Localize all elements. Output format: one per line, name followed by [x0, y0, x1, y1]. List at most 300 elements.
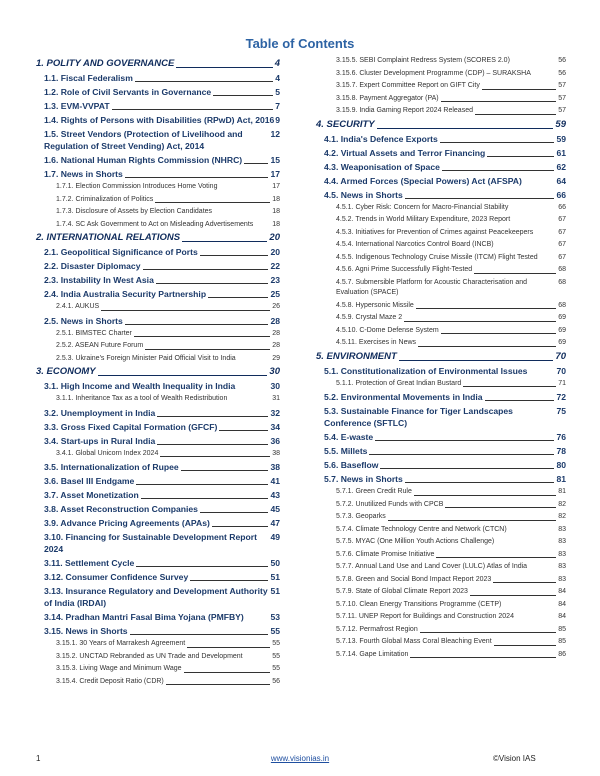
toc-entry-title: 3.8. Asset Reconstruction Companies [44, 504, 198, 514]
toc-entry[interactable] [36, 182, 280, 193]
toc-entry[interactable] [36, 220, 280, 231]
toc-leader-line [244, 163, 268, 164]
toc-page-number: 4 [275, 73, 280, 83]
toc-entry[interactable] [36, 86, 280, 98]
toc-entry-title: 4.5.7. Submersible Platform for Acoustic Characterisation and Evaluation (SPACE) [336, 278, 528, 296]
toc-page-number: 31 [272, 395, 280, 402]
toc-page-number: 28 [272, 329, 280, 337]
toc-leader-line [219, 430, 268, 431]
toc-page-number: 41 [270, 476, 280, 486]
toc-entry[interactable] [316, 265, 566, 276]
toc-entry-title: 3.13. Insurance Regulatory and Development Authority of India (IRDAI) [44, 586, 268, 608]
toc-entry[interactable] [36, 168, 280, 180]
toc-entry[interactable] [316, 512, 566, 523]
toc-entry[interactable] [316, 500, 566, 511]
toc-entry-title: 5.7.10. Clean Energy Transitions Programme (CETP) [336, 600, 502, 608]
toc-entry-title: 3.1. High Income and Wealth Inequality in India [44, 381, 236, 391]
toc-entry-title: 5.7.7. Annual Land Use and Land Cover (LULC) Atlas of India [336, 563, 528, 570]
toc-leader-line [475, 114, 556, 115]
toc-entry[interactable] [36, 652, 280, 663]
toc-entry[interactable] [316, 405, 566, 429]
toc-page-number: 38 [270, 462, 280, 472]
toc-leader-line [157, 444, 268, 445]
toc-entry-title: 1.2. Role of Civil Servants in Governance [44, 87, 212, 97]
toc-leader-line [200, 255, 269, 256]
toc-page-number: 45 [270, 504, 280, 514]
toc-entry[interactable] [316, 431, 566, 443]
toc-page-number: 36 [270, 435, 280, 446]
toc-leader-line [176, 67, 272, 68]
toc-entry[interactable] [316, 278, 566, 299]
toc-page-number: 20 [270, 247, 280, 257]
toc-entry-title: 2.5.2. ASEAN Future Forum [56, 342, 144, 349]
toc-leader-line [125, 324, 269, 325]
toc-entry[interactable] [36, 571, 280, 583]
toc-entry[interactable] [316, 338, 566, 349]
toc-page-number: 56 [558, 69, 566, 77]
toc-entry-title: 2.2. Disaster Diplomacy [44, 261, 141, 271]
toc-entry[interactable] [316, 525, 566, 536]
toc-entry-title: 3.15.6. Cluster Development Programme (CDP) – SURAKSHA [336, 69, 531, 77]
toc-leader-line [166, 684, 270, 685]
toc-entry-title: 5.1. Constitutionalization of Environmental Issues [324, 365, 528, 376]
toc-entry-title: 3.15.4. Credit Deposit Ratio (CDR) [56, 677, 164, 685]
toc-entry-title: 4.5.8. Hypersonic Missile [336, 301, 414, 309]
toc-page-number: 51 [270, 572, 280, 582]
toc-leader-line [101, 310, 270, 311]
toc-entry[interactable] [316, 459, 566, 471]
toc-page-number: 67 [558, 241, 566, 248]
toc-page-number: 86 [558, 650, 566, 658]
toc-page-number: 34 [270, 421, 280, 432]
toc-entry-title: 4.4. Armed Forces (Special Powers) Act (AFSPA) [324, 175, 522, 186]
toc-leader-line [380, 468, 554, 469]
toc-entry-title: 5.7.8. Green and Social Bond Impact Report 2023 [336, 575, 492, 583]
toc-page-number: 53 [270, 612, 280, 622]
toc-entry[interactable] [36, 435, 280, 447]
toc-entry[interactable] [316, 301, 566, 312]
toc-entry[interactable] [316, 175, 566, 187]
toc-entry-title: 1.7.4. SC Ask Government to Act on Misleading Advertisements [56, 220, 254, 228]
toc-page-number: 25 [270, 289, 280, 299]
toc-leader-line [440, 142, 555, 143]
toc-entry[interactable] [316, 550, 566, 561]
toc-entry-title: 2.4. India Australia Security Partnership [44, 289, 207, 299]
toc-leader-line [136, 566, 268, 567]
toc-leader-line [399, 360, 554, 361]
toc-entry-title: 4.5.4. International Narcotics Control Board (INCB) [336, 241, 494, 248]
toc-entry[interactable] [36, 380, 280, 392]
toc-entry[interactable] [36, 72, 280, 84]
toc-page-number: 72 [556, 392, 566, 402]
toc-entry-title: 1.7.1. Election Commission Introduces Home Voting [56, 183, 218, 190]
footer-website-link[interactable]: www.visionias.in [270, 754, 330, 763]
toc-entry[interactable] [316, 612, 566, 623]
toc-entry[interactable] [316, 313, 566, 324]
toc-entry[interactable] [316, 637, 566, 648]
toc-entry-title: 2.5.3. Ukraine's Foreign Minister Paid Official Visit to India [56, 354, 236, 362]
toc-page-number: 68 [558, 278, 566, 286]
toc-entry[interactable] [316, 365, 566, 377]
toc-leader-line [187, 647, 270, 648]
toc-entry-title: 3.15.8. Payment Aggregator (PA) [336, 94, 439, 102]
toc-entry[interactable] [316, 147, 566, 159]
toc-entry-title: 3.15.9. India Gaming Report 2024 Released [336, 107, 473, 114]
toc-page-number: 78 [556, 446, 566, 456]
toc-page-number: 81 [558, 488, 566, 495]
toc-page-number: 32 [270, 407, 280, 418]
toc-leader-line [208, 297, 268, 298]
toc-entry[interactable] [36, 114, 280, 126]
toc-page-number: 57 [558, 82, 566, 89]
toc-leader-line [470, 595, 556, 596]
toc-entry[interactable] [36, 625, 280, 637]
toc-page-number: 64 [556, 175, 566, 186]
toc-entry-title: 1. POLITY AND GOVERNANCE [36, 58, 175, 69]
toc-entry[interactable] [36, 531, 280, 555]
toc-entry-title: 5.7.1. Green Credit Rule [336, 488, 412, 495]
toc-page-number: 67 [558, 228, 566, 236]
toc-entry-title: 3.1.1. Inheritance Tax as a tool of Wealth Redistribution [56, 395, 228, 402]
toc-entry[interactable] [36, 329, 280, 340]
toc-entry-title: 3.11. Settlement Cycle [44, 558, 135, 568]
toc-entry-title: 3.5. Internationalization of Rupee [44, 462, 179, 472]
toc-entry[interactable] [316, 650, 566, 661]
toc-leader-line [369, 454, 554, 455]
toc-leader-line [184, 672, 271, 673]
toc-page-number: 83 [558, 525, 566, 533]
toc-leader-line [404, 321, 556, 322]
toc-leader-line [418, 346, 556, 347]
toc-leader-line [135, 81, 273, 82]
toc-page-number: 84 [558, 613, 566, 620]
toc-entry[interactable] [36, 461, 280, 473]
toc-leader-line [190, 580, 268, 581]
toc-entry[interactable] [316, 189, 566, 201]
toc-entry-title: 5.7.4. Climate Technology Centre and Network (CTCN) [336, 525, 507, 533]
toc-page-number: 4 [274, 58, 280, 69]
toc-entry[interactable] [36, 489, 280, 501]
toc-page-number: 18 [272, 220, 280, 228]
toc-entry-title: 3.10. Financing for Sustainable Development Report 2024 [44, 532, 257, 554]
toc-entry[interactable] [316, 253, 566, 264]
toc-entry-title: 5.7.13. Fourth Global Mass Coral Bleaching Event [336, 638, 492, 645]
toc-page-number: 55 [272, 640, 280, 647]
toc-page-number: 67 [558, 253, 566, 261]
toc-page-number: 26 [272, 303, 280, 310]
toc-page-number: 80 [556, 460, 566, 470]
toc-page-number: 15 [270, 155, 280, 165]
toc-entry[interactable] [36, 207, 280, 218]
toc-entry-title: 3.15.2. UNCTAD Rebranded as UN Trade and Development [56, 652, 243, 660]
toc-entry[interactable] [316, 215, 566, 226]
toc-page-number: 82 [558, 500, 566, 508]
toc-entry-title: 1.5. Street Vendors (Protection of Livelihood and Regulation of Street Vending) Act, 2014 [44, 129, 243, 151]
toc-entry-title: 5.2. Environmental Movements in India [324, 392, 483, 402]
toc-leader-line [200, 512, 269, 513]
toc-entry[interactable] [36, 407, 280, 419]
toc-entry-title: 1.7. News in Shorts [44, 169, 123, 179]
toc-entry-title: 5.4. E-waste [324, 432, 374, 442]
toc-entry[interactable] [36, 315, 280, 327]
toc-entry-title: 3.15. News in Shorts [44, 626, 128, 636]
toc-entry[interactable] [36, 664, 280, 675]
toc-entry-title: 4.5.1. Cyber Risk: Concern for Macro-Financial Stability [336, 203, 509, 211]
toc-leader-line [436, 557, 556, 558]
toc-page-number: 66 [556, 189, 566, 200]
toc-entry[interactable] [316, 625, 566, 636]
toc-entry-title: 5.7.9. State of Global Climate Report 2023 [336, 588, 468, 595]
toc-entry[interactable] [316, 56, 566, 67]
toc-leader-line [98, 375, 268, 376]
toc-entry[interactable] [316, 562, 566, 573]
toc-entry-title: 4.5.5. Indigenous Technology Cruise Missile (ITCM) Flight Tested [336, 253, 538, 261]
toc-leader-line [410, 657, 556, 658]
toc-page-number: 30 [270, 381, 280, 391]
toc-page-number: 18 [272, 195, 280, 203]
toc-entry[interactable] [316, 69, 566, 80]
toc-page-number: 69 [558, 339, 566, 346]
toc-leader-line [405, 198, 555, 199]
toc-page-number: 38 [272, 449, 280, 457]
toc-entry-title: 3.12. Consumer Confidence Survey [44, 572, 189, 582]
toc-leader-line [141, 498, 269, 499]
toc-leader-line [182, 241, 267, 242]
toc-leader-line [445, 507, 556, 508]
toc-section-heading[interactable] [316, 119, 566, 131]
toc-page-number: 85 [558, 638, 566, 645]
toc-leader-line [442, 170, 555, 171]
toc-page-number: 9 [275, 115, 280, 125]
toc-entry-title: 5. ENVIRONMENT [316, 350, 397, 362]
toc-page-number: 62 [556, 161, 566, 172]
toc-page-number: 50 [270, 558, 280, 568]
toc-leader-line [487, 156, 554, 157]
toc-entry-title: 5.7.2. Unutilized Funds with CPCB [336, 500, 444, 508]
toc-page-number: 57 [558, 94, 566, 102]
toc-leader-line [463, 386, 556, 387]
toc-page-number: 51 [270, 586, 280, 596]
toc-entry[interactable] [316, 600, 566, 611]
toc-entry-title: 4.5.3. Initiatives for Prevention of Crimes against Peacekeepers [336, 228, 534, 236]
toc-entry[interactable] [36, 260, 280, 272]
toc-entry[interactable] [316, 537, 566, 548]
toc-entry[interactable] [316, 106, 566, 117]
toc-entry-title: 4.5.11. Exercises in News [336, 339, 417, 346]
toc-entry[interactable] [36, 354, 280, 365]
toc-entry[interactable] [36, 677, 280, 688]
toc-entry[interactable] [36, 302, 280, 313]
toc-page-number: 84 [558, 600, 566, 608]
toc-leader-line [482, 89, 556, 90]
toc-section-heading[interactable] [36, 58, 280, 70]
toc-entry[interactable] [316, 133, 566, 145]
toc-entry[interactable] [316, 473, 566, 485]
toc-page-number: 68 [558, 301, 566, 309]
toc-entry-title: 1.4. Rights of Persons with Disabilities (RPwD) Act, 2016 [44, 115, 275, 125]
toc-page-number: 84 [558, 588, 566, 595]
toc-entry[interactable] [316, 575, 566, 586]
toc-section-heading[interactable] [36, 232, 280, 244]
toc-page-number: 61 [556, 147, 566, 158]
toc-leader-line [441, 333, 556, 334]
toc-page-number: 83 [558, 575, 566, 583]
toc-entry-title: 3.4.1. Global Unicorn Index 2024 [56, 449, 159, 457]
toc-entry-title: 5.7. News in Shorts [324, 474, 403, 484]
toc-page-number: 17 [272, 183, 280, 190]
toc-page-number: 7 [275, 101, 280, 111]
toc-entry[interactable] [316, 81, 566, 92]
toc-entry[interactable] [316, 240, 566, 251]
toc-entry-title: 1.7.3. Disclosure of Assets by Election Candidates [56, 208, 213, 215]
toc-entry[interactable] [36, 585, 280, 609]
footer-copyright: ©Vision IAS [493, 754, 536, 763]
toc-page-number: 68 [558, 266, 566, 273]
toc-entry-title: 4.5. News in Shorts [324, 189, 403, 200]
toc-leader-line [474, 273, 556, 274]
toc-leader-line [156, 283, 269, 284]
toc-page-number: 70 [555, 350, 566, 362]
toc-page-number: 17 [270, 169, 280, 179]
toc-page-number: 23 [270, 275, 280, 285]
toc-leader-line [441, 101, 557, 102]
toc-page-number: 69 [558, 326, 566, 334]
toc-page-number: 29 [272, 354, 280, 362]
toc-entry-title: 1.1. Fiscal Federalism [44, 73, 133, 83]
toc-entry-title: 3.2. Unemployment in India [44, 407, 156, 418]
toc-entry[interactable] [36, 475, 280, 487]
toc-leader-line [388, 520, 556, 521]
toc-section-heading[interactable] [36, 366, 280, 378]
toc-page-number: 83 [558, 563, 566, 570]
toc-leader-line [157, 416, 268, 417]
toc-page-number: 82 [558, 513, 566, 520]
toc-leader-line [213, 95, 273, 96]
toc-entry[interactable] [316, 94, 566, 105]
toc-entry-title: 1.3. EVM-VVPAT [44, 101, 110, 111]
toc-entry[interactable] [36, 154, 280, 166]
toc-entry-title: 5.7.11. UNEP Report for Buildings and Construction 2024 [336, 613, 514, 620]
toc-entry[interactable] [36, 639, 280, 650]
toc-entry[interactable] [36, 517, 280, 529]
toc-page-number: 12 [270, 129, 280, 139]
toc-left-column [36, 56, 280, 689]
toc-page-number: 85 [558, 625, 566, 633]
toc-entry-title: 3.15.5. SEBI Complaint Redress System (SCORES 2.0) [336, 57, 510, 64]
toc-leader-line [155, 202, 270, 203]
toc-entry[interactable] [36, 611, 280, 623]
toc-entry-title: 3.4. Start-ups in Rural India [44, 435, 156, 446]
toc-entry[interactable] [316, 445, 566, 457]
toc-entry[interactable] [316, 161, 566, 173]
toc-entry[interactable] [316, 228, 566, 239]
toc-page-number: 59 [556, 133, 566, 144]
toc-entry-title: 3.15.3. Living Wage and Minimum Wage [56, 665, 182, 672]
toc-page-number: 75 [556, 406, 566, 416]
toc-right-column [316, 56, 566, 662]
toc-entry-title: 3.14. Pradhan Mantri Fasal Bima Yojana (PMFBY) [44, 612, 244, 622]
toc-entry-title: 4. SECURITY [316, 118, 375, 130]
toc-leader-line [493, 582, 556, 583]
toc-entry[interactable] [36, 503, 280, 515]
toc-entry-title: 2.1. Geopolitical Significance of Ports [44, 247, 198, 257]
toc-page-number: 55 [272, 652, 280, 660]
toc-entry[interactable] [316, 203, 566, 214]
toc-page-number: 20 [269, 232, 280, 243]
toc-entry-title: 5.7.14. Gape Limitation [336, 650, 409, 658]
toc-section-heading[interactable] [316, 351, 566, 363]
toc-entry[interactable] [36, 449, 280, 460]
toc-entry-title: 3.9. Advance Pricing Agreements (APAs) [44, 518, 210, 528]
toc-entry-title: 3.7. Asset Monetization [44, 490, 139, 500]
toc-leader-line [377, 128, 554, 129]
toc-leader-line [145, 349, 270, 350]
toc-entry[interactable] [36, 288, 280, 300]
toc-entry[interactable] [36, 128, 280, 152]
toc-leader-line [414, 495, 556, 496]
toc-entry-title: 5.7.5. MYAC (One Million Youth Actions Challenge) [336, 538, 495, 545]
toc-entry[interactable] [316, 379, 566, 390]
toc-page-number: 57 [558, 107, 566, 114]
toc-page-number: 43 [270, 490, 280, 500]
toc-leader-line [130, 634, 269, 635]
toc-leader-line [420, 632, 556, 633]
toc-entry[interactable] [36, 195, 280, 206]
toc-leader-line [485, 400, 555, 401]
toc-leader-line [212, 526, 269, 527]
toc-entry-title: 2. INTERNATIONAL RELATIONS [36, 232, 181, 243]
toc-entry[interactable] [316, 587, 566, 598]
toc-page-number: 66 [558, 203, 566, 211]
toc-entry-title: 4.5.9. Crystal Maze 2 [336, 314, 403, 321]
toc-leader-line [494, 645, 557, 646]
footer-page-number: 1 [36, 754, 41, 763]
toc-leader-line [160, 456, 270, 457]
toc-entry-title: 3.15.1. 30 Years of Marrakesh Agreement [56, 640, 186, 647]
toc-entry-title: 5.7.12. Permafrost Region [336, 625, 418, 633]
toc-page-number: 70 [556, 365, 566, 376]
toc-entry[interactable] [36, 246, 280, 258]
toc-entry[interactable] [36, 274, 280, 286]
toc-page-number: 56 [558, 57, 566, 64]
toc-entry[interactable] [316, 326, 566, 337]
toc-entry[interactable] [36, 341, 280, 352]
toc-leader-line [405, 482, 555, 483]
toc-entry-title: 5.7.3. Geoparks [336, 513, 386, 520]
toc-entry[interactable] [316, 391, 566, 403]
toc-entry-title: 5.5. Millets [324, 446, 368, 456]
toc-entry-title: 4.2. Virtual Assets and Terror Financing [324, 147, 486, 158]
toc-entry[interactable] [316, 487, 566, 498]
toc-page-number: 59 [555, 118, 566, 130]
toc-entry[interactable] [36, 421, 280, 433]
toc-page-number: 83 [558, 538, 566, 545]
toc-entry-title: 3. ECONOMY [36, 366, 96, 377]
toc-entry[interactable] [36, 557, 280, 569]
toc-page-number: 69 [558, 314, 566, 321]
toc-entry-title: 4.5.10. C-Dome Defense System [336, 326, 439, 334]
page-title: Table of Contents [245, 36, 355, 51]
toc-entry[interactable] [36, 100, 280, 112]
toc-entry-title: 1.6. National Human Rights Commission (NHRC) [44, 155, 243, 165]
toc-leader-line [125, 177, 269, 178]
toc-entry-title: 3.6. Basel III Endgame [44, 476, 135, 486]
toc-page-number: 83 [558, 550, 566, 558]
toc-page-number: 67 [558, 216, 566, 223]
toc-entry[interactable] [36, 394, 280, 405]
toc-leader-line [134, 336, 270, 337]
toc-entry-title: 5.1.1. Protection of Great Indian Bustard [336, 379, 462, 387]
